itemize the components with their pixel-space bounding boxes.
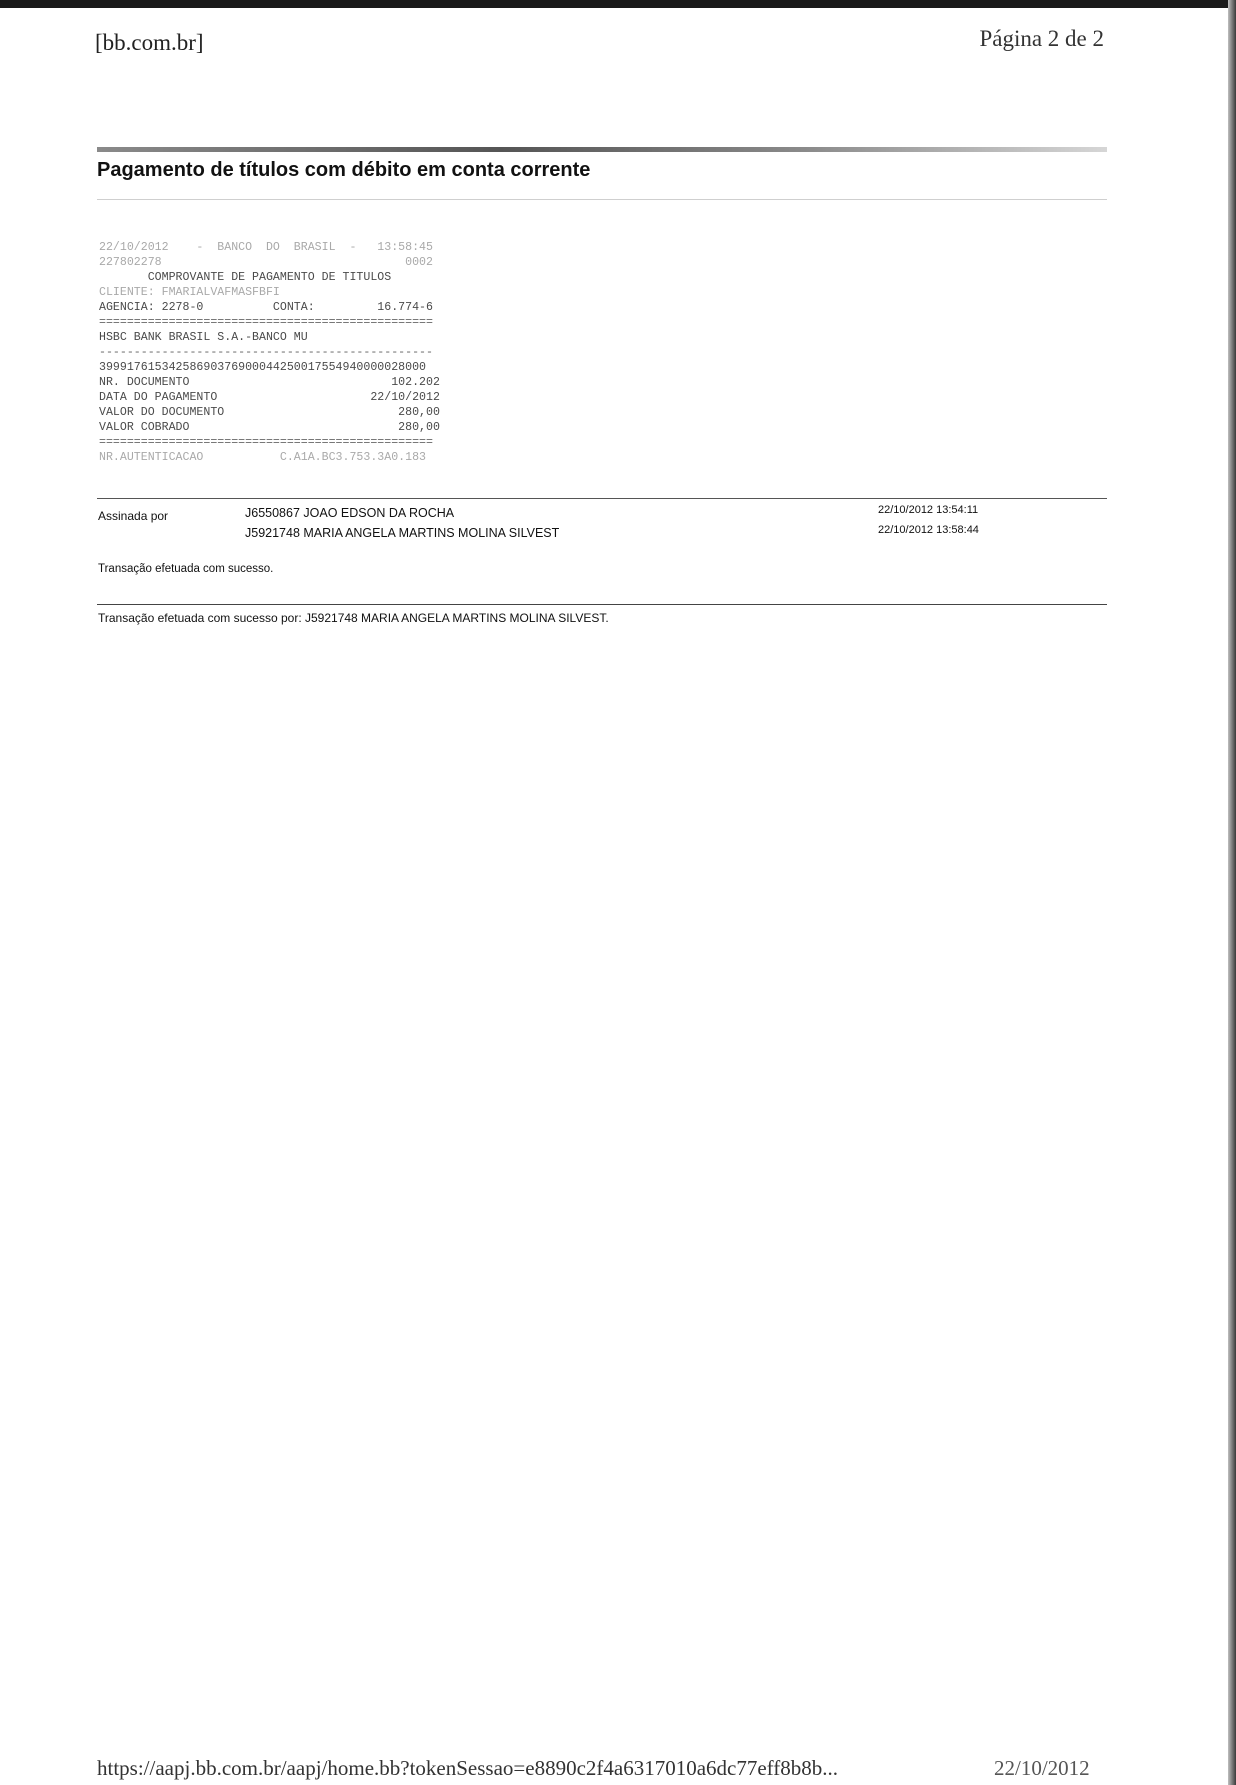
receipt-separator: ================================================ [99,436,433,449]
document-page [0,8,1228,1785]
signature-timestamp: 22/10/2012 13:58:44 [878,524,979,536]
title-rule [97,147,1107,152]
signer-name: J5921748 MARIA ANGELA MARTINS MOLINA SILVEST [245,526,560,540]
print-url-footer: https://aapj.bb.com.br/aapj/home.bb?tokenSessao=e8890c2f4a6317010a6dc77eff8b8b... [97,1756,839,1780]
transaction-status: Transação efetuada com sucesso. [98,563,274,575]
payment-receipt [99,240,440,465]
receipt-line-charged-value: VALOR COBRADO 280,00 [99,421,440,434]
print-date-footer: 22/10/2012 [994,1756,1090,1780]
receipt-line-document-number: NR. DOCUMENTO 102.202 [99,376,440,389]
page-title: Pagamento de títulos com débito em conta corrente [97,159,591,181]
scan-right-edge [1228,0,1236,1785]
receipt-line-date-bank: 22/10/2012 - BANCO DO BRASIL - 13:58:45 [99,241,433,254]
status-divider [97,604,1107,605]
receipt-line-payment-date: DATA DO PAGAMENTO 22/10/2012 [99,391,440,404]
signed-by-label: Assinada por [98,509,169,523]
receipt-line-client: CLIENTE: FMARIALVAFMASFBFI [99,286,280,299]
transaction-status-by: Transação efetuada com sucesso por: J5921748 MARIA ANGELA MARTINS MOLINA SILVEST. [98,611,609,625]
site-header: [bb.com.br] [95,30,204,55]
receipt-separator: ================================================ [99,316,433,329]
signer-name: J6550867 JOAO EDSON DA ROCHA [245,506,455,520]
receipt-line-heading: COMPROVANTE DE PAGAMENTO DE TITULOS [99,271,392,284]
receipt-line-account: AGENCIA: 2278-0 CONTA: 16.774-6 [99,301,433,314]
title-divider [97,199,1107,200]
signatures-divider [97,498,1107,499]
receipt-line-barcode: 39991761534258690376900044250017554940000028000 [99,361,426,374]
receipt-line-beneficiary-bank: HSBC BANK BRASIL S.A.-BANCO MU [99,331,308,344]
receipt-line-authentication: NR.AUTENTICACAO C.A1A.BC3.753.3A0.183 [99,451,426,464]
receipt-separator: ------------------------------------------------ [99,346,433,359]
page-indicator: Página 2 de 2 [979,26,1104,51]
scan-top-edge [0,0,1236,8]
receipt-line-document-value: VALOR DO DOCUMENTO 280,00 [99,406,440,419]
receipt-line-terminal: 227802278 0002 [99,256,433,269]
signature-timestamp: 22/10/2012 13:54:11 [878,504,979,516]
